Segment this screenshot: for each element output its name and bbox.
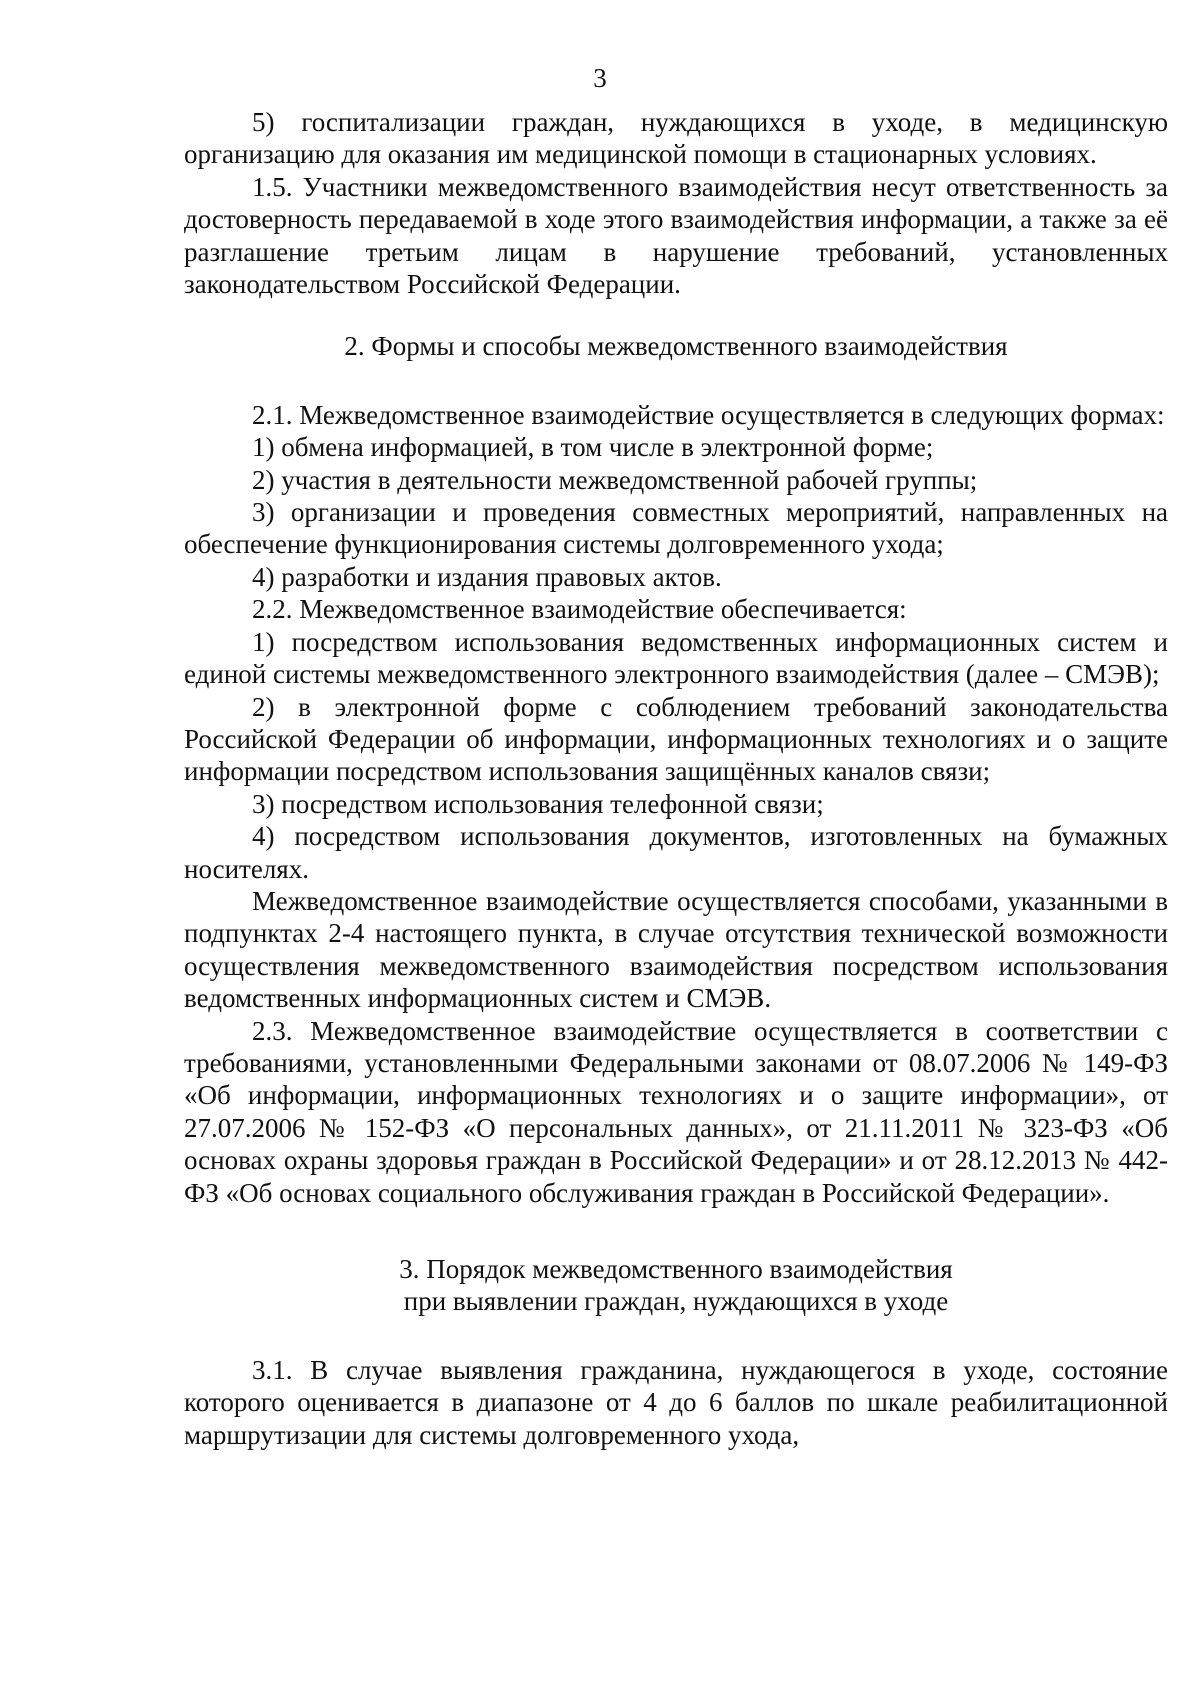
section-2-heading: 2. Формы и способы межведомственного взаимодействия <box>344 331 1008 362</box>
spacer <box>184 1209 1168 1253</box>
section-3-heading-line-1: 3. Порядок межведомственного взаимодействия <box>399 1254 953 1284</box>
spacer <box>184 300 1168 330</box>
spacer <box>184 363 1168 399</box>
page-number: 3 <box>593 63 607 93</box>
paragraph-2-3: 2.3. Межведомственное взаимодействие осуществляется в соответствии с требованиями, установленными Федеральными законами от 08.07.2006 № 149-ФЗ «Об информации, информационных технологиях и о защите информации», от 27.07.2006 № 152-ФЗ «О персональных данных», от 21.11.2011 № 323-ФЗ «Об основах охраны здоровья граждан в Российской Федерации» и от 28.12.2013 № 442-ФЗ «Об основах социального обслуживания граждан в Российской Федерации». <box>184 1015 1168 1208</box>
list-item-2-2-4: 4) посредством использования документов, изготовленных на бумажных носителях. <box>184 821 1168 884</box>
paragraph-3-1: 3.1. В случае выявления гражданина, нуждающегося в уходе, состояние которого оценивается в диапазоне от 4 до 6 баллов по шкале реабилитационной маршрутизации для системы долговременного ухода, <box>184 1354 1168 1450</box>
paragraph-2-2-note: Межведомственное взаимодействие осуществляется способами, указанными в подпунктах 2-4 настоящего пункта, в случае отсутствия технической возможности осуществления межведомственного взаимодействия посредством использования ведомственных информационных систем и СМЭВ. <box>184 885 1168 1014</box>
list-item-2-2-1: 1) посредством использования ведомственных информационных систем и единой системы межведомственного электронного взаимодействия (далее – СМЭВ); <box>184 626 1168 690</box>
document-body <box>184 106 1168 1451</box>
spacer <box>184 1318 1168 1354</box>
list-item-2-1-4: 4) разработки и издания правовых актов. <box>252 561 722 592</box>
list-item-2-2-3: 3) посредством использования телефонной связи; <box>252 788 824 819</box>
list-item-2-1-3: 3) организации и проведения совместных мероприятий, направленных на обеспечение функционирования системы долговременного ухода; <box>184 497 1168 560</box>
list-item-2-1-2: 2) участия в деятельности межведомственной рабочей группы; <box>252 464 978 495</box>
section-3-heading-line-2: при выявлении граждан, нуждающихся в уходе <box>403 1286 949 1317</box>
paragraph-5-hospitalization: 5) госпитализации граждан, нуждающихся в уходе, в медицинскую организацию для оказания им медицинской помощи в стационарных условиях. <box>184 107 1168 170</box>
paragraph-1-5: 1.5. Участники межведомственного взаимодействия несут ответственность за достоверность передаваемой в ходе этого взаимодействия информации, а также за её разглашение третьим лицам в нарушение требований, установленных законодательством Российской Федерации. <box>184 171 1168 300</box>
paragraph-2-1: 2.1. Межведомственное взаимодействие осуществляется в следующих формах: <box>252 399 1165 430</box>
list-item-2-1-1: 1) обмена информацией, в том числе в электронной форме; <box>252 432 934 463</box>
list-item-2-2-2: 2) в электронной форме с соблюдением требований законодательства Российской Федерации об информации, информационных технологиях и о защите информации посредством использования защищённых каналов связи; <box>184 691 1168 787</box>
paragraph-2-2: 2.2. Межведомственное взаимодействие обеспечивается: <box>252 594 907 625</box>
